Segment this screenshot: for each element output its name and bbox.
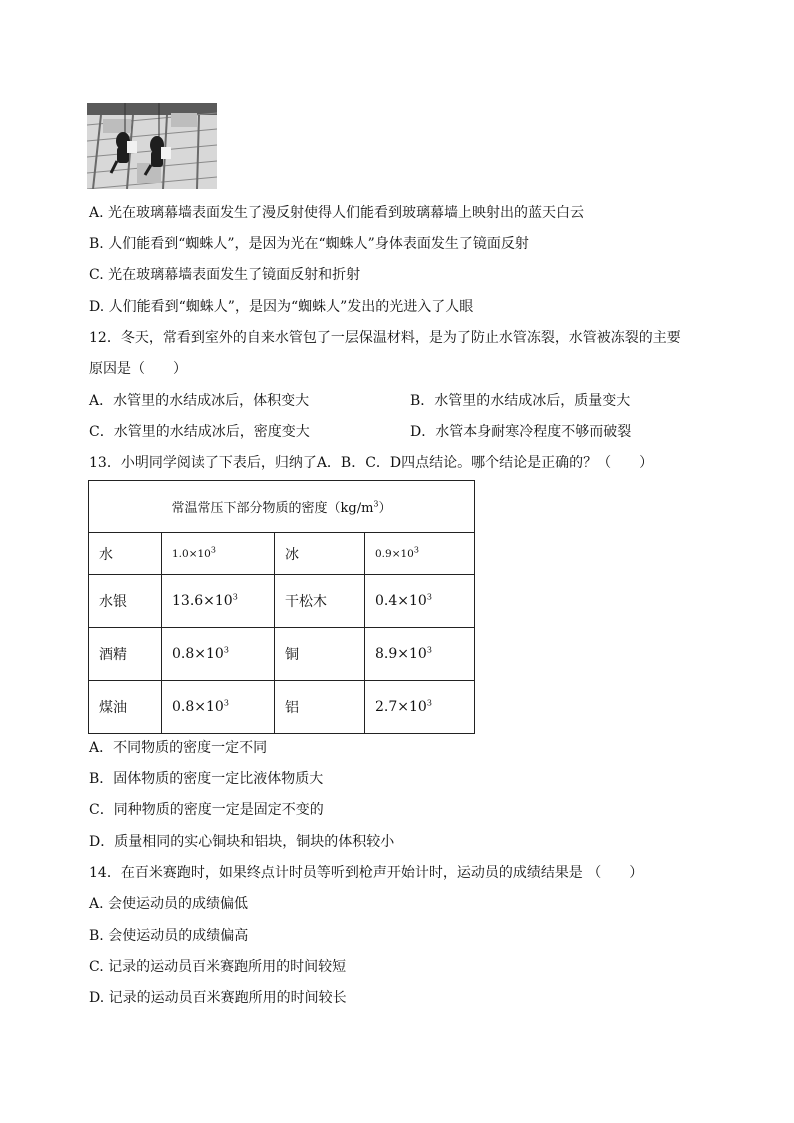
q11-option-c: C. 光在玻璃幕墙表面发生了镜面反射和折射 xyxy=(89,267,361,283)
density-value: $8.9\times 10^3$ xyxy=(365,628,475,681)
q11-option-d: D. 人们能看到“蜘蛛人”，是因为“蜘蛛人”发出的光进入了人眼 xyxy=(89,299,474,315)
density-value: $1.0\times 10^3$ xyxy=(162,533,275,575)
q13-option-d: D．质量相同的实心铜块和铝块，铜块的体积较小 xyxy=(89,834,395,850)
substance-name: 冰 xyxy=(275,533,365,575)
substance-name: 水 xyxy=(89,533,162,575)
table-row xyxy=(89,628,475,681)
q13-option-c: C．同种物质的密度一定是固定不变的 xyxy=(89,802,324,818)
q14-option-d: D. 记录的运动员百米赛跑所用的时间较长 xyxy=(89,990,347,1006)
q14-option-c: C. 记录的运动员百米赛跑所用的时间较短 xyxy=(89,959,347,975)
q11-option-a: A. 光在玻璃幕墙表面发生了漫反射使得人们能看到玻璃幕墙上映射出的蓝天白云 xyxy=(89,205,585,221)
table-caption: 常温常压下部分物质的密度$(kg/m^3)$ xyxy=(89,481,475,533)
spider-man-photo xyxy=(87,103,217,189)
q14-stem: 14．在百米赛跑时，如果终点计时员等听到枪声开始计时，运动员的成绩结果是 （ ） xyxy=(89,865,644,881)
q12-option-a: A．水管里的水结成冰后，体积变大 xyxy=(89,393,310,409)
density-value: $0.8\times 10^3$ xyxy=(162,681,275,734)
substance-name: 水银 xyxy=(89,575,162,628)
density-value: $0.4\times 10^3$ xyxy=(365,575,475,628)
q13-option-b: B．固体物质的密度一定比液体物质大 xyxy=(89,771,324,787)
q12-stem-line2: 原因是（ ） xyxy=(89,361,187,377)
q14-option-b: B. 会使运动员的成绩偏高 xyxy=(89,928,249,944)
q12-stem-line1: 12．冬天，常看到室外的自来水管包了一层保温材料，是为了防止水管冻裂，水管被冻裂的主要 xyxy=(89,330,681,346)
q12-option-c: C．水管里的水结成冰后，密度变大 xyxy=(89,424,310,440)
density-value: $0.9\times 10^3$ xyxy=(365,533,475,575)
density-table xyxy=(88,480,475,734)
substance-name: 铝 xyxy=(275,681,365,734)
q14-option-a: A. 会使运动员的成绩偏低 xyxy=(89,896,249,912)
table-row xyxy=(89,533,475,575)
substance-name: 干松木 xyxy=(275,575,365,628)
q13-option-a: A．不同物质的密度一定不同 xyxy=(89,740,268,756)
substance-name: 煤油 xyxy=(89,681,162,734)
density-value: $2.7\times 10^3$ xyxy=(365,681,475,734)
density-value: $0.8\times 10^3$ xyxy=(162,628,275,681)
substance-name: 酒精 xyxy=(89,628,162,681)
density-value: $13.6\times 10^3$ xyxy=(162,575,275,628)
q13-stem: 13．小明同学阅读了下表后，归纳了A．B．C．D四点结论。哪个结论是正确的？（ ） xyxy=(89,455,654,471)
q11-option-b: B. 人们能看到“蜘蛛人”，是因为光在“蜘蛛人”身体表面发生了镜面反射 xyxy=(89,236,529,252)
q12-option-b: B．水管里的水结成冰后，质量变大 xyxy=(410,393,631,409)
glass-wall-image xyxy=(87,103,217,189)
table-row xyxy=(89,575,475,628)
table-row xyxy=(89,681,475,734)
q12-option-d: D．水管本身耐寒冷程度不够而破裂 xyxy=(410,424,632,440)
substance-name: 铜 xyxy=(275,628,365,681)
